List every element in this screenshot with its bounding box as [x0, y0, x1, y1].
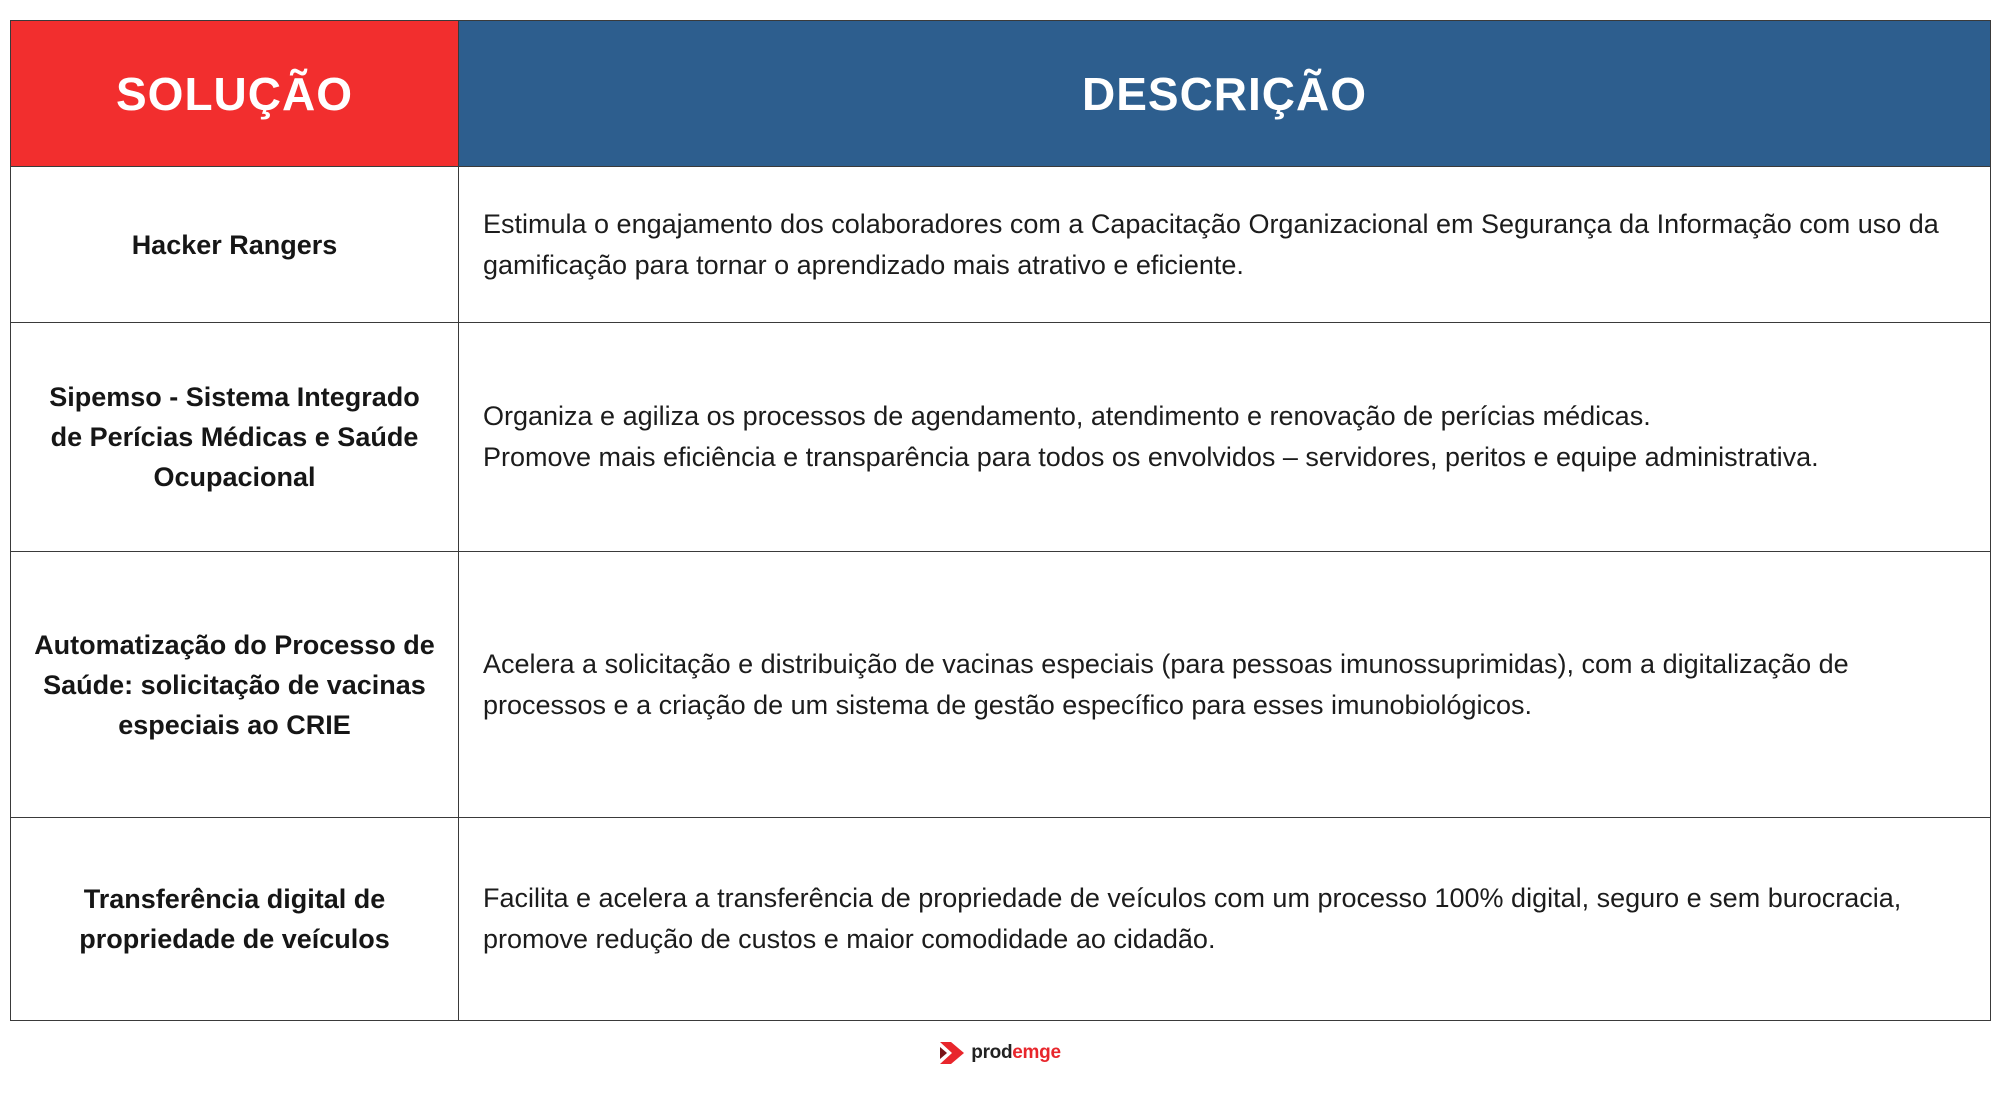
- table-row: [11, 323, 1991, 552]
- logo-text: prodemge: [971, 1042, 1061, 1063]
- description-text: Estimula o engajamento dos colaboradores com a Capacitação Organizacional em Segurança da Informação com uso da gamificação para tornar o aprendizado mais atrativo e eficiente.: [483, 208, 1939, 280]
- description-cell: [459, 818, 1991, 1021]
- description-text: Organiza e agiliza os processos de agendamento, atendimento e renovação de perícias médicas.: [483, 401, 1651, 431]
- solution-cell: Transferência digital de propriedade de veículos: [11, 818, 459, 1021]
- description-text: Facilita e acelera a transferência de propriedade de veículos com um processo 100% digital, seguro e sem burocracia, promove redução de custos e maior comodidade ao cidadão.: [483, 883, 1902, 954]
- solution-cell: Automatização do Processo de Saúde: solicitação de vacinas especiais ao CRIE: [11, 552, 459, 818]
- description-text: Acelera a solicitação e distribuição de vacinas especiais (para pessoas imunossuprimidas), com a digitalização de processos e a criação de um sistema de gestão específico para esses imunobiológicos.: [483, 648, 1849, 720]
- description-text: Promove mais eficiência e transparência para todos os envolvidos – servidores, peritos e equipe administrativa.: [483, 442, 1819, 472]
- solution-cell: Sipemso - Sistema Integrado de Perícias Médicas e Saúde Ocupacional: [11, 323, 459, 552]
- description-cell: [459, 167, 1991, 323]
- table-row: [11, 818, 1991, 1021]
- prodemge-logo: [0, 1038, 2000, 1068]
- description-cell: [459, 552, 1991, 818]
- table-header-row: [11, 21, 1991, 167]
- solution-cell: Hacker Rangers: [11, 167, 459, 323]
- header-description: DESCRIÇÃO: [459, 21, 1991, 167]
- header-solution: SOLUÇÃO: [11, 21, 459, 167]
- solutions-table: [10, 20, 1991, 1021]
- table-row: [11, 167, 1991, 323]
- description-cell: [459, 323, 1991, 552]
- prodemge-chevron-icon: [939, 1040, 965, 1066]
- table-row: [11, 552, 1991, 818]
